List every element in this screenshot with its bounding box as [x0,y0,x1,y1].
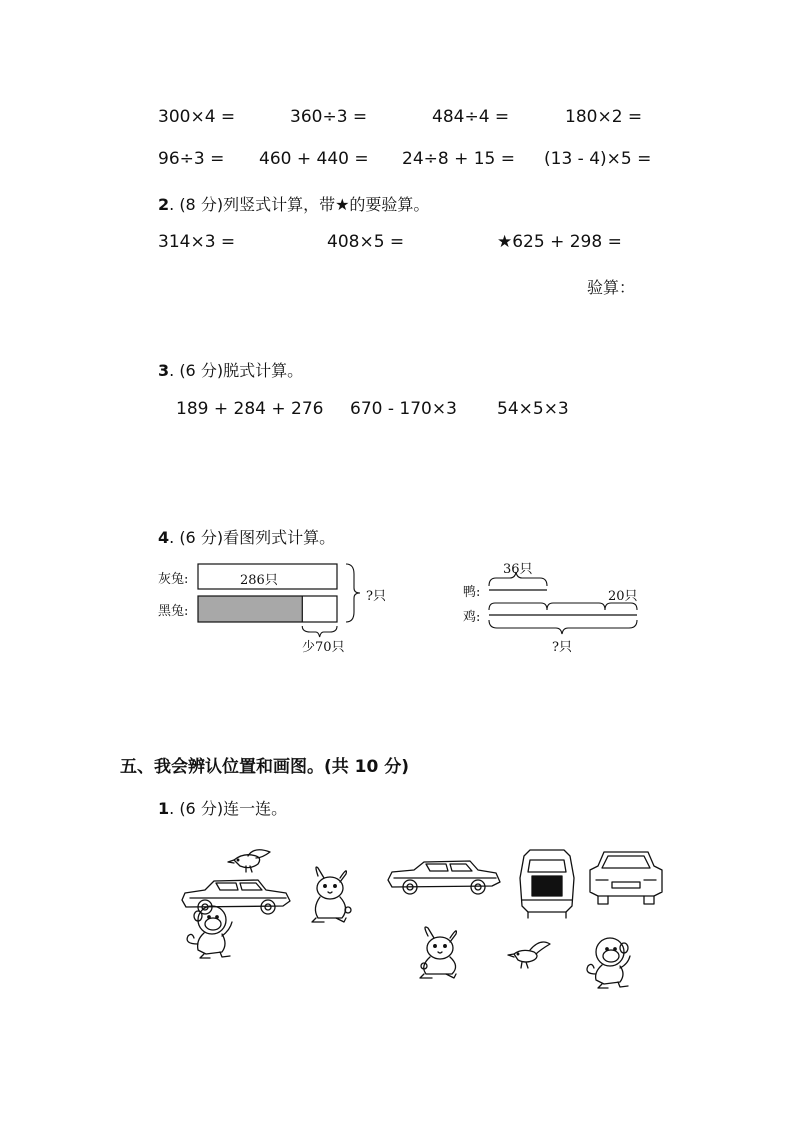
car-side-icon [182,880,290,914]
question-5-1-text: . (6 分)连一连。 [169,799,288,818]
less-label: 少70只 [302,640,345,655]
gray-rabbit-count: 286只 [240,573,278,588]
question-3-text: . (6 分)脱式计算。 [169,361,304,380]
bird-icon [228,850,270,872]
gray-rabbit-label: 灰兔: [158,572,189,587]
bird-icon [508,942,550,968]
rabbit-icon [312,867,351,922]
question-2-number: 2 [158,195,170,214]
monkey-icon [587,938,630,988]
q3-item-2: 670 - 170×3 [350,399,457,419]
car-front-icon [590,852,662,904]
duck-count: 36只 [503,562,533,577]
car-rear-icon [520,850,574,918]
question-2-text: . (8 分)列竖式计算，带★的要验算。 [169,195,430,214]
calc-2-1: 96÷3 = [158,149,225,169]
calc-1-2: 360÷3 = [290,107,368,127]
check-label: 验算： [587,278,636,297]
section-5-title: 五、我会辨认位置和画图。(共 10 分) [120,757,410,777]
black-rabbit-label: 黑兔: [158,604,189,619]
question-3-number: 3 [158,361,170,380]
calc-2-2: 460 + 440 = [259,149,369,169]
chicken-label: 鸡: [463,610,481,625]
calc-1-4: 180×2 = [565,107,643,127]
rabbit-icon [420,927,456,978]
extra-count: 20只 [608,589,638,604]
question-4-number: 4 [158,528,170,547]
monkey-icon [187,906,232,958]
calc-1-3: 484÷4 = [432,107,510,127]
chicken-total-label: ?只 [552,640,572,655]
question-5-1-number: 1 [158,799,170,818]
calc-1-1: 300×4 = [158,107,236,127]
q2-item-1: 314×3 = [158,232,236,252]
question-4-text: . (6 分)看图列式计算。 [169,528,336,547]
q3-item-3: 54×5×3 [497,399,569,419]
car-side-icon [388,861,500,894]
q2-item-2: 408×5 = [327,232,405,252]
rabbit-total-label: ?只 [366,589,386,604]
calc-2-3: 24÷8 + 15 = [402,149,516,169]
calc-2-4: (13 - 4)×5 = [544,149,652,169]
duck-label: 鸭: [463,585,481,600]
q3-item-1: 189 + 284 + 276 [176,399,324,419]
q2-item-3: ★625 + 298 = [497,232,622,252]
